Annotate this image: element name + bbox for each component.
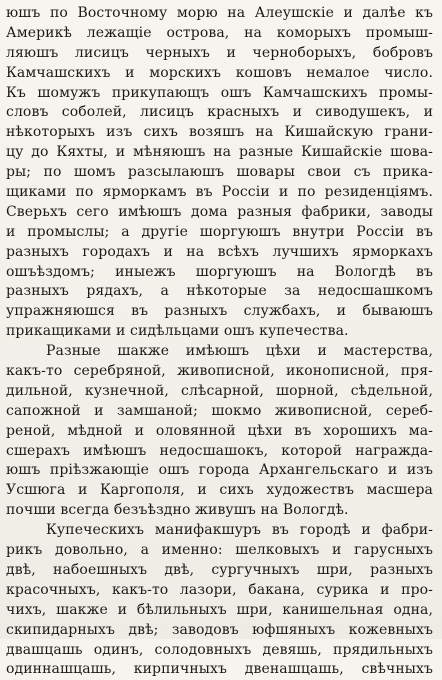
text-line: Усшюга и Каргополя, и сихъ художествъ масшера (6, 482, 433, 499)
text-line: юшъ пріѣзжающіе ошъ города Архангельскаго и изъ (6, 462, 433, 479)
text-line: чихъ, шакже и бѣлильныхъ шри, канишельная одна, (6, 601, 433, 618)
text-line: двѣ, набоешныхъ двѣ, сургучныхъ шри, разныхъ (6, 561, 433, 578)
paragraph-1 (6, 4, 433, 342)
text-line: почши всегда безъѣздно живушъ на Вологдѣ. (6, 502, 349, 519)
text-line: одиннашцашь, кирпичныхъ двенашцашь, свѣчныхъ (6, 661, 433, 678)
text-line: Камчашскихъ и морскихъ кошовъ немалое число. (6, 64, 433, 81)
text-line: цу до Кяхты, и мѣняюшъ на разные Кишайскіе шова- (6, 144, 433, 161)
text-line: реной, мѣдной и оловянной цѣхи въ хорошихъ ма- (6, 422, 433, 439)
text-line: Сверьхъ сего имѣюшъ дома разныя фабрики, заводы (6, 203, 433, 220)
text-line: рикъ довольно, а именно: шелковыхъ и гаруcныхъ (6, 542, 433, 559)
text-line: Разные шакже имѣюшъ цѣхи и мастерства, (46, 343, 433, 360)
text-line: ляюшъ лисицъ черныхъ и черноборыхъ, бобровъ (6, 44, 433, 61)
text-line: красочныхъ, какъ-то лазори, бакана, сурика и про- (6, 581, 433, 598)
text-line: ры; по шомъ разсылаюшъ шовары свои съ прика- (6, 164, 433, 181)
paragraph-3 (6, 521, 433, 680)
text-line: упражняюшся въ разныхъ службахъ, и бываюшъ (6, 303, 433, 320)
text-line: Къ шомужъ прикупающъ ошъ Камчашскихъ промы- (6, 84, 433, 101)
text-line: Купеческихъ манифакшуръ въ городѣ и фабри- (46, 522, 433, 539)
text-line: Америкѣ лежащіе острова, на коморыхъ промыш- (6, 24, 433, 41)
text-line: двашцашь одинъ, солодовныхъ девяшь, прядильныхъ (6, 641, 433, 658)
text-line: прикащиками и сидѣльцами ошъ купечества. (6, 323, 349, 340)
text-line: разныхъ рядахъ, а нѣкоторые за недосшашкомъ (6, 283, 433, 300)
text-line: юшъ по Восточному морю на Алеушскіе и далѣе къ (6, 5, 433, 21)
text-line: щиками по ярморкамъ въ Россіи и по резиденціямъ. (6, 184, 433, 201)
text-line: скипидарныхъ двѣ; заводовъ юфшяныхъ кожевныхъ (6, 621, 433, 638)
text-line: и промыслы; а другіе шоргуюшъ внутри Россіи въ (6, 223, 433, 240)
text-line: нѣкоторыхъ изъ сихъ возяшъ на Кишайскую грани- (6, 124, 433, 141)
text-line: дильной, кузнечной, слѣсарной, шорной, сѣдельной, (6, 382, 433, 399)
text-line: сшерахъ имѣюшъ недосшашокъ, которой награжда- (6, 442, 433, 459)
paragraph-2 (6, 342, 433, 521)
text-line: сапожной и замшаной; шокмо живописной, сереб- (6, 402, 433, 419)
text-line: ошъѣздомъ; иныежъ шоргуюшъ на Вологдѣ въ (6, 263, 433, 280)
text-line: разныхъ городахъ и на всѣхъ лучшихъ ярморкахъ (6, 243, 433, 260)
text-line: какъ-то серебряной, живописной, иконописной, пря- (6, 363, 433, 380)
text-line: словъ соболей, лисицъ красныхъ и сиводушекъ, и (6, 104, 433, 121)
